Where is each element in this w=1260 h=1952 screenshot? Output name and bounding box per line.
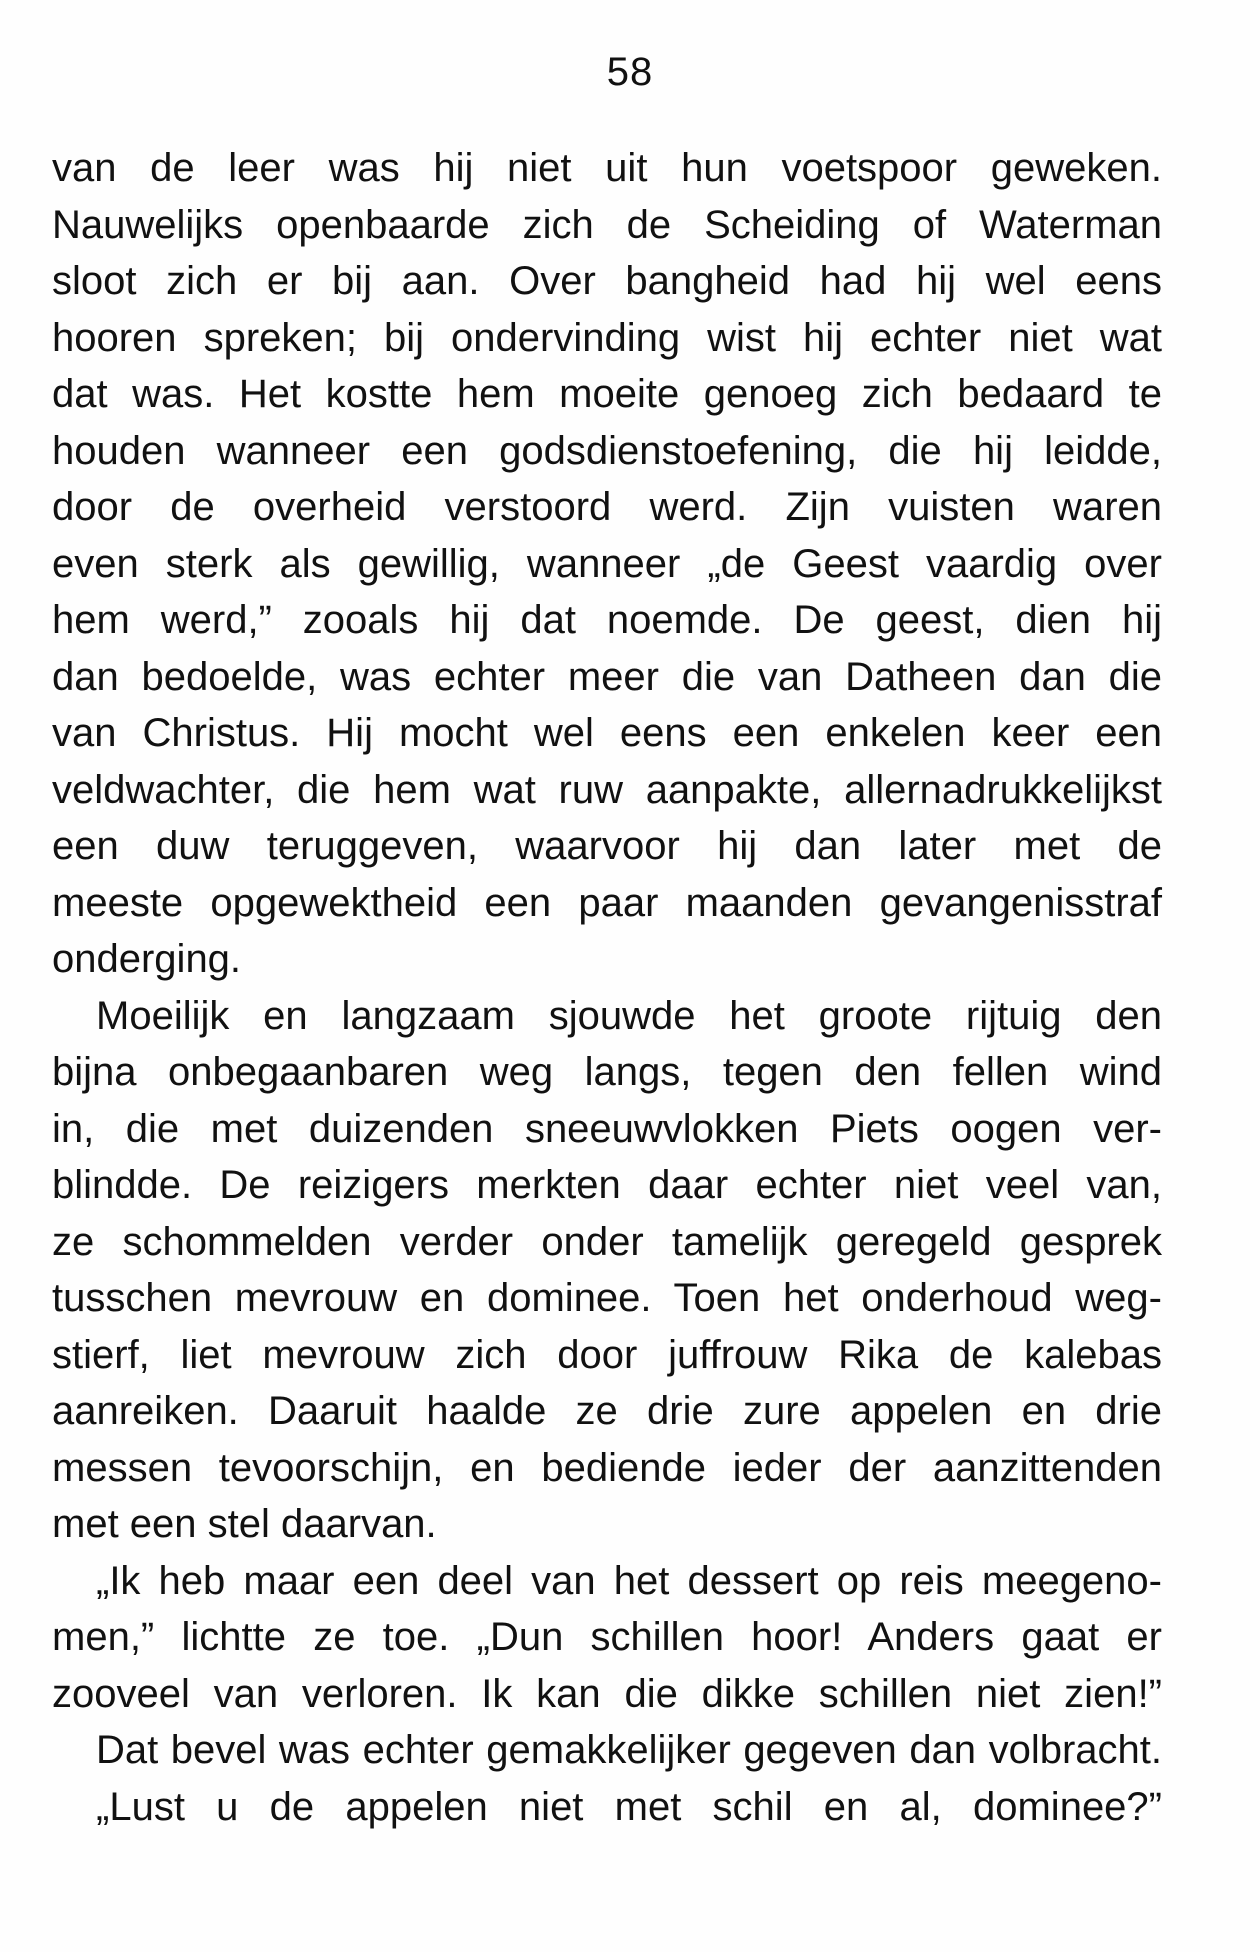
- text-line: van Christus. Hij mocht wel eens een enkelen keer een: [52, 711, 1162, 755]
- text-line: messen tevoorschijn, en bediende ieder der aanzittenden: [52, 1445, 1162, 1490]
- text-line: bijna onbegaanbaren weg langs, tegen den fellen wind: [52, 1050, 1162, 1094]
- text-line: veldwachter, die hem wat ruw aanpakte, allernadrukkelijkst: [52, 767, 1162, 812]
- text-line: hooren spreken; bij ondervinding wist hij echter niet wat: [52, 315, 1162, 360]
- text-line: Dat bevel was echter gemakkelijker gegeven dan volbracht.: [96, 1728, 1162, 1772]
- text-line: even sterk als gewillig, wanneer „de Geest vaardig over: [52, 541, 1162, 586]
- body-text: [52, 140, 1162, 1835]
- text-line: met een stel daarvan.: [52, 1502, 437, 1546]
- text-line: Moeilijk en langzaam sjouwde het groote rijtuig den: [96, 993, 1162, 1038]
- text-line: dat was. Het kostte hem moeite genoeg zich bedaard te: [52, 372, 1162, 416]
- text-line: „Lust u de appelen niet met schil en al, dominee?”: [96, 1784, 1162, 1829]
- text-line: stierf, liet mevrouw zich door juffrouw Rika de kalebas: [52, 1332, 1162, 1377]
- text-line: blindde. De reizigers merkten daar echter niet veel van,: [52, 1163, 1162, 1207]
- text-line: in, die met duizenden sneeuwvlokken Piets oogen ver-: [52, 1106, 1162, 1151]
- text-line: onderging.: [52, 937, 242, 981]
- text-line: meeste opgewektheid een paar maanden gevangenisstraf: [52, 880, 1162, 925]
- text-line: ze schommelden verder onder tamelijk geregeld gesprek: [52, 1219, 1162, 1264]
- text-line: aanreiken. Daaruit haalde ze drie zure appelen en drie: [52, 1389, 1162, 1433]
- text-line: tusschen mevrouw en dominee. Toen het onderhoud weg-: [52, 1276, 1162, 1320]
- text-line: door de overheid verstoord werd. Zijn vuisten waren: [52, 485, 1162, 529]
- text-line: „Ik heb maar een deel van het dessert op reis meegeno-: [96, 1558, 1162, 1603]
- text-line: dan bedoelde, was echter meer die van Datheen dan die: [52, 654, 1162, 699]
- text-line: hem werd,” zooals hij dat noemde. De geest, dien hij: [52, 598, 1162, 642]
- text-line: sloot zich er bij aan. Over bangheid had hij wel eens: [52, 259, 1162, 303]
- text-line: men,” lichtte ze toe. „Dun schillen hoor! Anders gaat er: [52, 1615, 1162, 1659]
- page-number: 58: [606, 50, 654, 94]
- text-line: een duw teruggeven, waarvoor hij dan later met de: [52, 824, 1162, 868]
- text-line: houden wanneer een godsdienstoefening, die hij leidde,: [52, 428, 1162, 473]
- text-line: Nauwelijks openbaarde zich de Scheiding of Waterman: [52, 202, 1162, 247]
- text-line: van de leer was hij niet uit hun voetspoor geweken.: [52, 146, 1162, 190]
- text-line: zooveel van verloren. Ik kan die dikke schillen niet zien!”: [52, 1671, 1162, 1716]
